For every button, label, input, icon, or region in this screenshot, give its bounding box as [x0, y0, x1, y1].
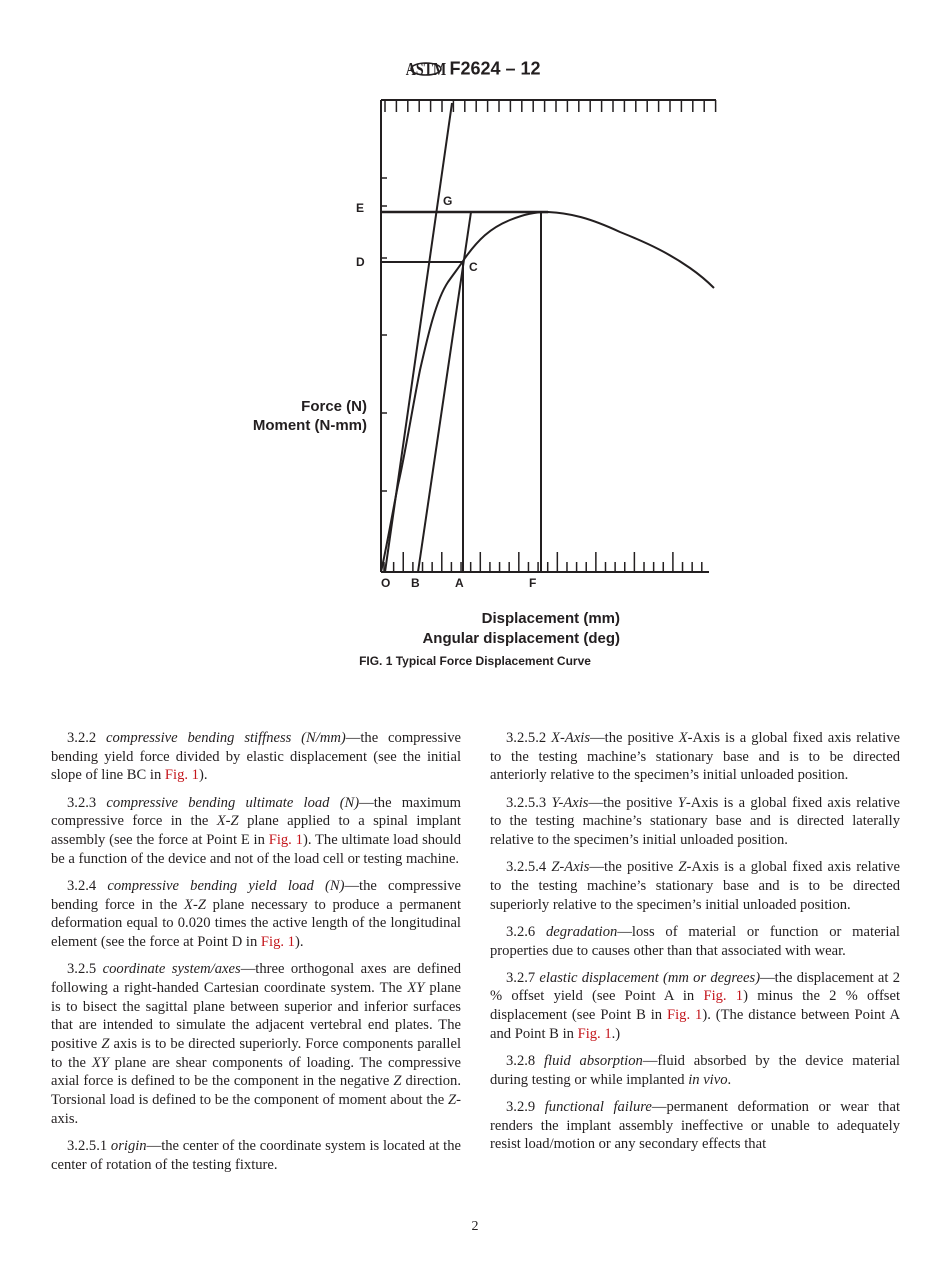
figure-link[interactable]: Fig. 1 — [164, 767, 199, 784]
term-italic: XY — [407, 979, 425, 996]
term-italic: degradation — [545, 923, 618, 940]
text: ). — [198, 767, 208, 784]
text: 3.2.5 — [67, 961, 103, 978]
term-italic: origin — [110, 1138, 147, 1155]
text: plane necessary to produce a permanent deformation equal to 0.020 times the active length of the longitudinal element (see the force at Point D in — [51, 896, 461, 951]
text: 3.2.5.1 — [67, 1138, 111, 1155]
x-axis-ticks — [384, 552, 702, 572]
figure-link[interactable]: Fig. 1 — [667, 1007, 703, 1024]
x-axis-label-angular: Angular displacement (deg) — [422, 630, 620, 647]
term-italic: in vivo — [688, 1071, 728, 1088]
right-column — [490, 729, 900, 1163]
paragraph — [490, 969, 900, 1044]
paragraph — [490, 794, 900, 850]
label-B: B — [411, 576, 420, 590]
text: —the positive — [589, 859, 679, 876]
paragraph — [51, 960, 461, 1128]
label-G: G — [443, 194, 453, 208]
paragraph — [490, 923, 900, 960]
term-italic: Z — [393, 1073, 402, 1090]
text: —the positive — [590, 730, 679, 746]
text: —the displacement at 2 % offset yield (see Point A in — [490, 969, 900, 1005]
term-italic: X-Z — [216, 813, 239, 830]
label-D: D — [356, 255, 365, 269]
text: -axis. — [51, 1092, 461, 1127]
text: 3.2.4 — [67, 877, 108, 894]
text: plane applied to a spinal implant assembly (see the force at Point E in — [51, 813, 461, 849]
text: 3.2.7 — [506, 969, 540, 986]
y-axis-label-force: Force (N) — [301, 398, 367, 415]
text: 3.2.6 — [506, 923, 546, 940]
text: plane is to bisect the sagittal plane between superior and inferior surfaces that are intended to simulate the adjacent vertebral end plates. The positive — [51, 979, 461, 1053]
figure-link[interactable]: Fig. 1 — [268, 832, 303, 849]
term-italic: functional failure — [544, 1098, 652, 1115]
text: 3.2.5.3 — [506, 794, 552, 811]
figure-link[interactable]: Fig. 1 — [703, 988, 744, 1005]
text: —the compressive bending yield force divided by elastic displacement (see the initial slope of line BC in — [51, 730, 461, 784]
text: 3.2.9 — [506, 1098, 545, 1115]
figure-caption: FIG. 1 Typical Force Displacement Curve — [359, 654, 591, 668]
paragraph — [51, 877, 461, 952]
text: ). The ultimate load should be a function of the device and not of the load cell or testing machine. — [51, 832, 461, 867]
paragraph — [490, 729, 900, 785]
text: direction. Torsional load is defined to be the component of moment about the — [51, 1073, 461, 1109]
text: 3.2.3 — [67, 794, 107, 811]
label-O: O — [381, 576, 391, 590]
term-italic: Y-Axis — [551, 794, 589, 811]
top-ruler-ticks — [385, 100, 716, 112]
term-italic: compressive bending yield load (N) — [107, 877, 345, 894]
text: —the maximum compressive force in the — [51, 794, 461, 830]
text: ). (The distance between Point A and Point B in — [490, 1007, 900, 1042]
text: -Axis is a global fixed axis relative to the testing machine’s stationary base and is directed laterally relative to the specimen’s initial unloaded position. — [490, 794, 900, 849]
term-italic: compressive bending ultimate load (N) — [106, 794, 360, 811]
x-axis-label-displacement: Displacement (mm) — [481, 610, 620, 627]
figure-link[interactable]: Fig. 1 — [260, 934, 295, 951]
text: ) minus the 2 % offset displacement (see Point B in — [490, 988, 901, 1024]
label-E: E — [356, 201, 365, 215]
term-italic: Z — [448, 1092, 457, 1109]
text: 3.2.2 — [67, 730, 107, 746]
term-italic: X — [678, 730, 688, 746]
y-axis-label-moment: Moment (N-mm) — [252, 417, 367, 434]
text: -Axis is a global fixed axis relative to the testing machine’s stationary base and is to be directed anteriorly relative to the specimen’s initial unloaded position. — [490, 730, 900, 784]
term-italic: Z-Axis — [551, 859, 590, 876]
term-italic: fluid absorption — [544, 1053, 643, 1070]
text: —loss of material or function or material properties due to causes other than that associated with wear. — [490, 923, 900, 959]
text: —the center of the coordinate system is located at the center of rotation of the testing fixture. — [51, 1138, 462, 1173]
text: plane are shear components of loading. The compressive axial force is defined to be the component in the negative — [51, 1054, 462, 1090]
figure-link[interactable]: Fig. 1 — [577, 1025, 612, 1042]
paragraph — [490, 1052, 900, 1089]
text: . — [727, 1071, 732, 1088]
text: 3.2.8 — [506, 1053, 544, 1070]
term-italic: XY — [91, 1054, 109, 1071]
term-italic: coordinate system/axes — [102, 961, 241, 978]
paragraph — [490, 858, 900, 914]
term-italic: compressive bending stiffness (N/mm) — [106, 730, 346, 746]
paragraph — [490, 1098, 900, 1154]
paragraph — [51, 1137, 461, 1174]
left-column — [51, 729, 461, 1183]
label-F: F — [529, 576, 537, 590]
text: 3.2.5.2 — [506, 730, 552, 746]
text: —three orthogonal axes are defined following a right-handed Cartesian coordinate system. The — [51, 961, 461, 996]
label-C: C — [469, 260, 478, 274]
text: -Axis is a global fixed axis relative to the testing machine’s stationary base and is to be directed superiorly relative to the specimen’s initial unloaded position. — [490, 859, 900, 913]
text: —the positive — [588, 794, 678, 811]
paragraph — [51, 794, 461, 869]
term-italic: X-Axis — [551, 730, 591, 746]
svg-text:ASTM: ASTM — [406, 59, 447, 80]
document-designation: F2624 – 12 — [449, 58, 541, 79]
text: —permanent deformation or wear that renders the implant assembly ineffective or unable to adequately resist load/motion or any secondary effects that — [490, 1098, 901, 1153]
text: ). — [294, 934, 304, 951]
text: axis is to be directed superiorly. Force components parallel to the — [51, 1036, 461, 1071]
text: .) — [611, 1025, 621, 1042]
term-italic: Z — [101, 1036, 110, 1053]
label-A: A — [455, 576, 464, 590]
text: —fluid absorbed by the device material during testing or while implanted — [490, 1053, 900, 1088]
term-italic: elastic displacement (mm or degrees) — [539, 969, 761, 986]
text: —the compressive bending force in the — [51, 877, 461, 913]
page-number: 2 — [471, 1219, 479, 1234]
force-displacement-curve — [381, 212, 714, 572]
paragraph — [51, 729, 461, 785]
text: 3.2.5.4 — [506, 859, 552, 876]
term-italic: X-Z — [184, 896, 206, 913]
term-italic: Y — [677, 794, 686, 811]
term-italic: Z — [678, 859, 687, 876]
